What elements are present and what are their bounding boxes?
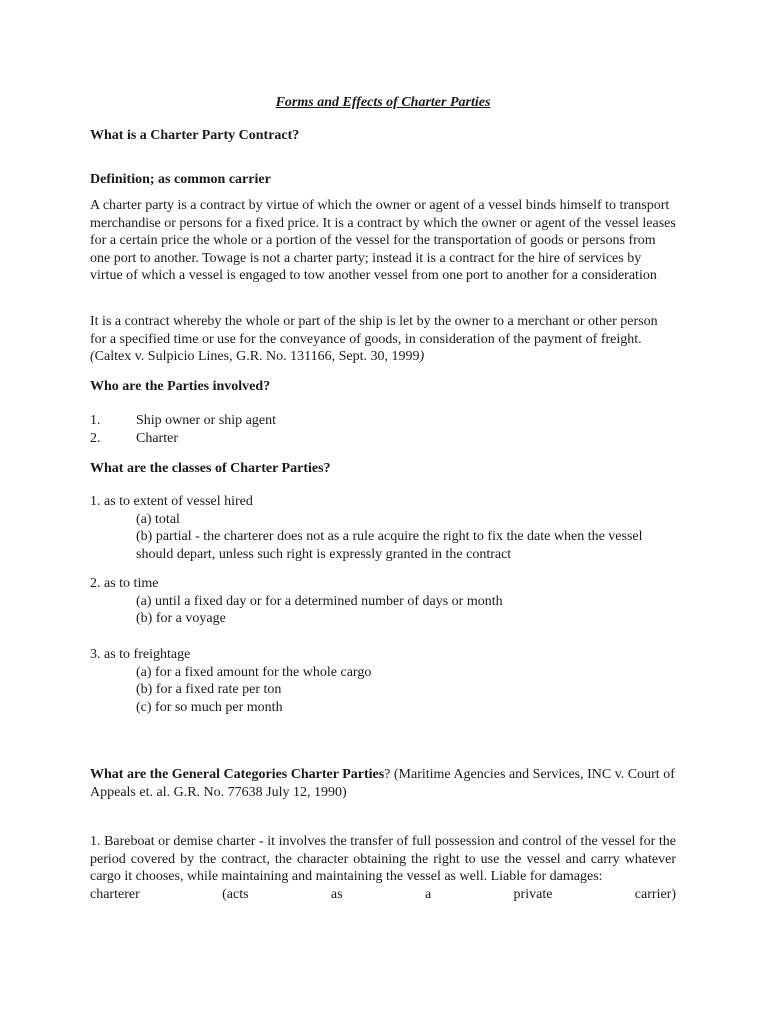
contract-paragraph bbox=[90, 313, 676, 366]
class-label: 2. as to time bbox=[90, 576, 159, 591]
class-as-to-freightage bbox=[90, 646, 676, 716]
class-label: 1. as to extent of vessel hired bbox=[90, 494, 253, 509]
document-title: Forms and Effects of Charter Parties bbox=[275, 95, 491, 110]
definition-paragraph: A charter party is a contract by virtue of which the owner or agent of a vessel binds himself to transport merchandise or persons for a fixed price. It is a contract by which the owner or agent of the vessel leases for a certain price the whole or a portion of the vessel for the transportation of goods or persons from one port to another. Towage is not a charter party; instead it is a contract for the hire of services by virtue of which a vessel is engaged to tow another vessel from one port to another for a consideration bbox=[90, 198, 676, 284]
class-as-to-time bbox=[90, 575, 676, 628]
heading-parties: Who are the Parties involved? bbox=[90, 379, 271, 394]
list-item-text: Ship owner or ship agent bbox=[136, 413, 276, 428]
list-item-number: 2. bbox=[90, 430, 101, 446]
heading-charter-party-contract: What is a Charter Party Contract? bbox=[90, 128, 300, 143]
bareboat-paragraph: 1. Bareboat or demise charter - it involves the transfer of full possession and control of the vessel for the period covered by the contract, the character obtaining the right to use the vessel and carry whatever cargo it chooses, while maintaining and maintaining the vessel as well. Liable for damages: bbox=[90, 834, 676, 885]
citation-close-paren: ) bbox=[419, 349, 425, 365]
class-item: (b) for a fixed rate per ton bbox=[136, 682, 282, 698]
class-item: (a) for a fixed amount for the whole cargo bbox=[136, 664, 372, 680]
class-extent-of-vessel bbox=[90, 493, 676, 563]
citation-text: Caltex v. Sulpicio Lines, G.R. No. 131166, Sept. 30, 1999 bbox=[94, 349, 420, 365]
parties-list bbox=[90, 412, 676, 447]
list-item bbox=[90, 430, 676, 448]
citation-open-paren: ( bbox=[90, 349, 95, 365]
bareboat-last-line: charterer (acts as a private carrier) bbox=[90, 887, 676, 902]
class-item: (a) until a fixed day or for a determined number of days or month bbox=[136, 593, 503, 609]
list-item-text: Charter bbox=[136, 430, 178, 446]
contract-paragraph-text: It is a contract whereby the whole or part of the ship is let by the owner to a merchant or other person for a specified time or use for the conveyance of goods, in consideration of the payment of freight. bbox=[90, 314, 658, 347]
class-item: (c) for so much per month bbox=[136, 699, 283, 715]
general-categories-paragraph bbox=[90, 766, 676, 801]
class-label: 3. as to freightage bbox=[90, 647, 191, 662]
heading-classes: What are the classes of Charter Parties? bbox=[90, 461, 331, 476]
general-categories-citation: ? (Maritime Agencies and Services, INC v. Court of Appeals et. al. G.R. No. 77638 July 12, 1990) bbox=[90, 767, 675, 800]
list-item bbox=[90, 412, 676, 430]
class-item: (b) for a voyage bbox=[136, 611, 226, 627]
class-item: (b) partial - the charterer does not as a rule acquire the right to fix the date when the vessel should depart, unless such right is expressly granted in the contract bbox=[136, 529, 643, 562]
list-item-number: 1. bbox=[90, 413, 101, 428]
class-item: (a) total bbox=[136, 511, 180, 527]
general-categories-heading: What are the General Categories Charter Parties bbox=[90, 767, 385, 782]
heading-definition: Definition; as common carrier bbox=[90, 172, 271, 187]
